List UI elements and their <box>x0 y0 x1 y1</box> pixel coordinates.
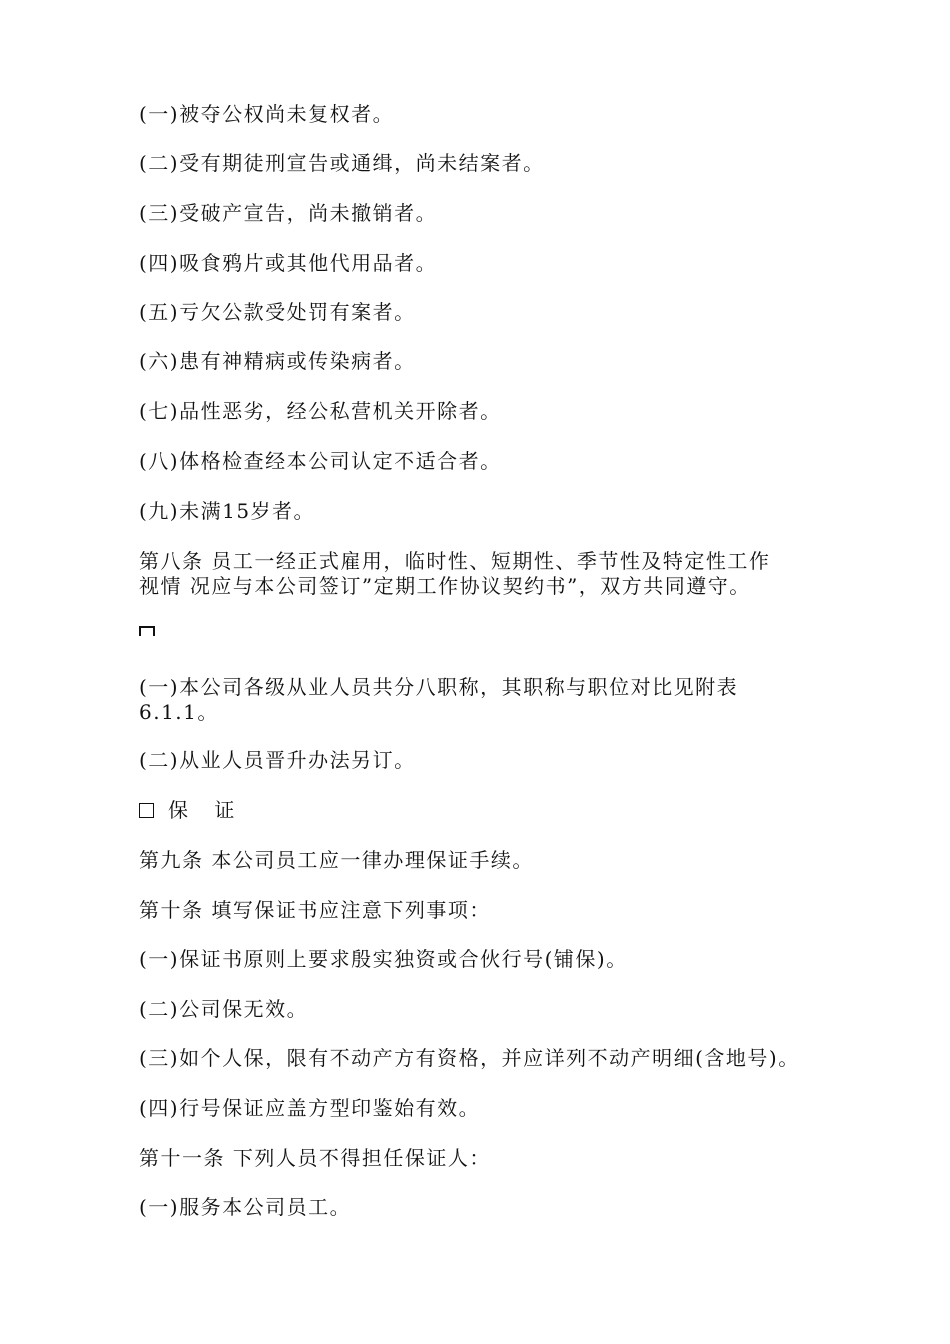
article-8-line-1: 第八条 员工一经正式雇用，临时性、短期性、季节性及特定性工作 <box>139 549 771 573</box>
article-line: 第九条 本公司员工应一律办理保证手续。 <box>139 848 534 872</box>
list-item: (八)体格检查经本公司认定不适合者。 <box>139 449 502 473</box>
list-item: (二)受有期徒刑宣告或通缉，尚未结案者。 <box>139 151 545 175</box>
list-item: (七)品性恶劣，经公私营机关开除者。 <box>139 399 502 423</box>
list-item: (一)被夺公权尚未复权者。 <box>139 102 395 126</box>
list-item: (三)如个人保，限有不动产方有资格，并应详列不动产明细(含地号)。 <box>139 1046 800 1070</box>
section-mark-icon <box>139 626 155 636</box>
article-line: 第十一条 下列人员不得担任保证人： <box>139 1146 491 1170</box>
list-item: (四)吸食鸦片或其他代用品者。 <box>139 251 438 275</box>
article-8-line-2: 视情 况应与本公司签订”定期工作协议契约书”，双方共同遵守。 <box>139 574 751 598</box>
list-item: (一)保证书原则上要求殷实独资或合伙行号(铺保)。 <box>139 947 628 971</box>
list-item: (四)行号保证应盖方型印鉴始有效。 <box>139 1096 481 1120</box>
section-heading-guarantee <box>139 798 244 822</box>
titles-item-1-line-2: 6.1.1。 <box>139 700 219 724</box>
list-item: (九)未满15岁者。 <box>139 499 316 523</box>
article-line: 第十条 填写保证书应注意下列事项： <box>139 898 491 922</box>
section-heading-text: 保 证 <box>168 798 245 822</box>
list-item: (六)患有神精病或传染病者。 <box>139 349 416 373</box>
checkbox-square-icon <box>139 803 154 818</box>
list-item: (五)亏欠公款受处罚有案者。 <box>139 300 416 324</box>
list-item: (三)受破产宣告，尚未撤销者。 <box>139 201 438 225</box>
titles-item-2: (二)从业人员晋升办法另订。 <box>139 748 416 772</box>
list-item: (二)公司保无效。 <box>139 997 309 1021</box>
list-item: (一)服务本公司员工。 <box>139 1195 352 1219</box>
titles-item-1-line-1: (一)本公司各级从业人员共分八职称，其职称与职位对比见附表 <box>139 675 739 699</box>
